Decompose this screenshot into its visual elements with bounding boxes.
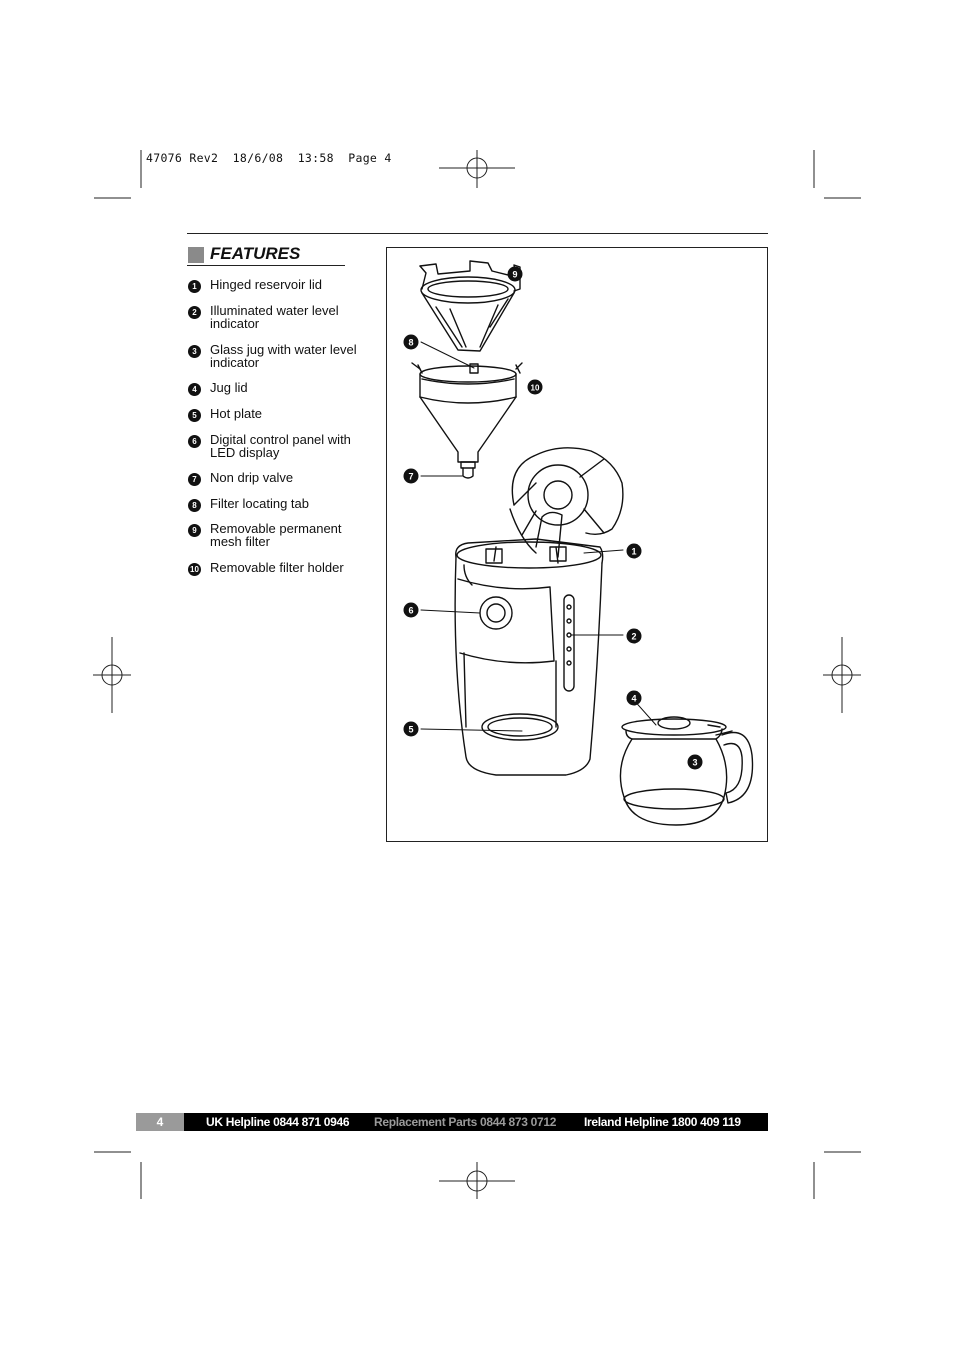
mesh-filter-drawing bbox=[420, 261, 520, 351]
feature-label: Illuminated water level indicator bbox=[210, 303, 339, 331]
feature-number-badge: 2 bbox=[188, 306, 201, 319]
svg-text:5: 5 bbox=[408, 724, 414, 735]
heading-square-icon bbox=[188, 247, 204, 263]
callout-5 bbox=[404, 722, 419, 737]
callout-10 bbox=[528, 380, 543, 395]
header-rule bbox=[187, 233, 768, 234]
coffee-maker-body-drawing bbox=[455, 448, 623, 775]
feature-number-badge: 6 bbox=[188, 435, 201, 448]
feature-label: Jug lid bbox=[210, 380, 248, 395]
svg-text:2: 2 bbox=[631, 631, 637, 642]
callout-3 bbox=[688, 755, 703, 770]
page-number: 4 bbox=[136, 1113, 184, 1131]
callout-6 bbox=[404, 603, 419, 618]
feature-number-badge: 9 bbox=[188, 524, 201, 537]
feature-label: Digital control panel with LED display bbox=[210, 432, 351, 460]
helpline-footer-bar bbox=[136, 1113, 768, 1131]
print-slug-line: 47076 Rev2 18/6/08 13:58 Page 4 bbox=[146, 151, 392, 165]
svg-text:1: 1 bbox=[631, 546, 637, 557]
features-heading bbox=[187, 244, 345, 266]
uk-helpline-text: UK Helpline 0844 871 0946 bbox=[206, 1115, 350, 1129]
features-title: FEATURES bbox=[210, 244, 301, 263]
callout-4 bbox=[627, 691, 642, 706]
filter-holder-drawing bbox=[412, 363, 522, 478]
callout-1 bbox=[627, 544, 642, 559]
feature-label: Removable filter holder bbox=[210, 560, 344, 575]
feature-label: Hot plate bbox=[210, 406, 263, 421]
replacement-parts-text: Replacement Parts 0844 873 0712 bbox=[374, 1115, 557, 1129]
feature-number-badge: 4 bbox=[188, 383, 201, 396]
callout-7 bbox=[404, 469, 419, 484]
glass-jug-drawing bbox=[620, 717, 752, 825]
svg-text:3: 3 bbox=[692, 757, 698, 768]
feature-label: Removable permanent mesh filter bbox=[210, 521, 342, 549]
svg-text:7: 7 bbox=[408, 471, 414, 482]
svg-text:6: 6 bbox=[408, 605, 414, 616]
feature-label: Hinged reservoir lid bbox=[210, 277, 322, 292]
svg-text:10: 10 bbox=[530, 383, 540, 393]
svg-text:4: 4 bbox=[631, 693, 637, 704]
diagram-callouts bbox=[404, 267, 703, 770]
feature-number-badge: 5 bbox=[188, 409, 201, 422]
feature-number-badge: 10 bbox=[188, 563, 201, 576]
feature-label: Filter locating tab bbox=[210, 496, 309, 511]
coffee-maker-illustration bbox=[386, 247, 768, 842]
feature-label: Non drip valve bbox=[210, 470, 294, 485]
coffee-maker-diagram bbox=[386, 247, 768, 842]
feature-number-badge: 1 bbox=[188, 280, 201, 293]
feature-number-badge: 3 bbox=[188, 345, 201, 358]
callout-9 bbox=[508, 267, 523, 282]
feature-number-badge: 7 bbox=[188, 473, 201, 486]
ireland-helpline-text: Ireland Helpline 1800 409 119 bbox=[584, 1115, 741, 1129]
feature-number-badge: 8 bbox=[188, 499, 201, 512]
callout-8 bbox=[404, 335, 419, 350]
svg-text:9: 9 bbox=[512, 269, 518, 280]
svg-text:8: 8 bbox=[408, 337, 414, 348]
callout-2 bbox=[627, 629, 642, 644]
feature-label: Glass jug with water level indicator bbox=[210, 342, 357, 370]
